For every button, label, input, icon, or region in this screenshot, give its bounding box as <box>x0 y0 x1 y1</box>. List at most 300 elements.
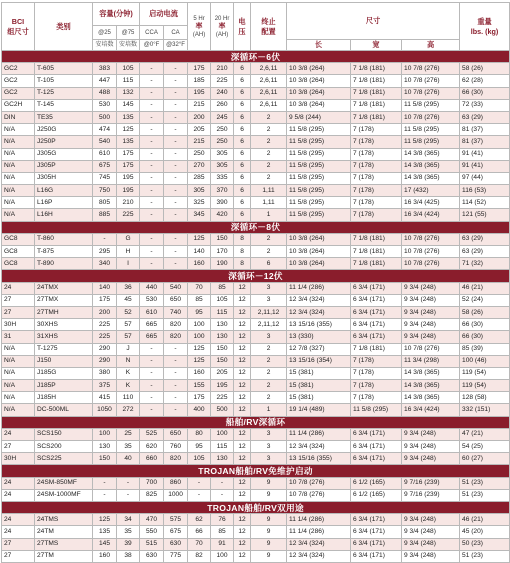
table-cell: 9 <box>251 526 287 538</box>
table-cell: G <box>117 233 140 245</box>
table-cell: 115 <box>211 441 234 453</box>
table-cell: 39 <box>117 538 140 550</box>
table-cell: 100 <box>188 319 211 331</box>
table-cell: - <box>140 392 164 404</box>
section-header <box>2 416 510 428</box>
table-cell: 52 (24) <box>460 294 510 306</box>
table-cell: 6 <box>234 148 251 160</box>
table-cell: 210 <box>117 197 140 209</box>
table-cell: 27 <box>2 538 35 550</box>
table-cell: 225 <box>93 319 117 331</box>
table-cell: 130 <box>211 319 234 331</box>
table-cell: 9 5/8 (244) <box>287 111 351 123</box>
table-cell: 12 3/4 (324) <box>287 306 351 318</box>
table-cell: 1 <box>251 404 287 416</box>
table-cell: 150 <box>211 233 234 245</box>
section-header <box>2 501 510 513</box>
table-cell: 700 <box>140 477 164 489</box>
table-cell: - <box>164 209 188 221</box>
table-cell: 97 (44) <box>460 172 510 184</box>
table-cell: 2 <box>251 136 287 148</box>
table-row <box>2 514 510 526</box>
table-cell: - <box>140 99 164 111</box>
table-cell: 110 <box>117 392 140 404</box>
table-cell: 540 <box>164 282 188 294</box>
table-cell: 525 <box>140 428 164 440</box>
table-cell: 82 <box>188 550 211 562</box>
table-cell: 14 3/8 (365) <box>402 392 460 404</box>
table-cell: - <box>140 63 164 75</box>
table-cell: 11 1/4 (286) <box>287 428 351 440</box>
table-cell: 160 <box>93 550 117 562</box>
table-cell: 10 3/8 (264) <box>287 99 351 111</box>
table-cell: T-125 <box>35 87 93 99</box>
table-cell: 10 7/8 (276) <box>402 343 460 355</box>
table-cell: 7 1/8 (181) <box>351 99 402 111</box>
table-cell: 14 3/8 (365) <box>402 160 460 172</box>
table-row <box>2 233 510 245</box>
table-cell: 7 (178) <box>351 197 402 209</box>
table-cell: 58 (26) <box>460 306 510 318</box>
table-cell: 1000 <box>164 489 188 501</box>
table-cell: 7 1/8 (181) <box>351 111 402 123</box>
table-cell: 7 (178) <box>351 124 402 136</box>
table-cell: 57 <box>117 331 140 343</box>
table-cell: - <box>140 172 164 184</box>
table-cell: 100 <box>93 428 117 440</box>
table-cell: 12 <box>234 477 251 489</box>
table-cell: 51 (23) <box>460 489 510 501</box>
table-cell: 100 <box>211 428 234 440</box>
header-weight-unit: lbs. (kg) <box>470 26 499 36</box>
table-cell: 400 <box>188 404 211 416</box>
table-cell: 16 3/4 (425) <box>402 197 460 209</box>
table-cell: 10 7/8 (276) <box>287 489 351 501</box>
table-cell: 12 <box>234 380 251 392</box>
table-cell: 24 <box>2 477 35 489</box>
table-cell: - <box>164 404 188 416</box>
table-cell: 447 <box>93 75 117 87</box>
table-cell: 630 <box>164 538 188 550</box>
table-cell: 205 <box>188 124 211 136</box>
table-cell: 6 <box>234 63 251 75</box>
header-bci-title: 组尺寸 <box>7 26 29 36</box>
header-weight <box>460 3 510 51</box>
section-header <box>2 51 510 63</box>
table-cell: T-1275 <box>35 343 93 355</box>
table-cell: 7 1/8 (181) <box>351 233 402 245</box>
table-cell: L16H <box>35 209 93 221</box>
header-width: 宽 <box>351 40 402 51</box>
table-cell: 70 <box>188 538 211 550</box>
table-cell: 6 3/4 (171) <box>351 428 402 440</box>
table-cell: 630 <box>140 550 164 562</box>
table-cell: 63 (29) <box>460 111 510 123</box>
table-cell: N <box>117 355 140 367</box>
table-row <box>2 99 510 111</box>
table-cell: 130 <box>211 453 234 465</box>
table-cell: 12 <box>234 404 251 416</box>
table-cell: T-145 <box>35 99 93 111</box>
table-cell: 6 <box>234 99 251 111</box>
section-header <box>2 465 510 477</box>
table-cell: 665 <box>140 331 164 343</box>
table-cell: 54 (25) <box>460 441 510 453</box>
table-cell: 610 <box>140 306 164 318</box>
table-cell: 13 15/16 (355) <box>287 453 351 465</box>
table-cell: 119 (54) <box>460 367 510 379</box>
table-cell: 540 <box>93 136 117 148</box>
table-cell: 9 3/4 (248) <box>402 550 460 562</box>
table-cell: 9 3/4 (248) <box>402 514 460 526</box>
table-row <box>2 319 510 331</box>
table-cell: 12 3/4 (324) <box>287 550 351 562</box>
table-cell: 63 (29) <box>460 233 510 245</box>
table-cell: 270 <box>188 160 211 172</box>
table-cell: 11 5/8 (295) <box>287 197 351 209</box>
table-cell: 2,6,11 <box>251 87 287 99</box>
table-cell: 1 <box>251 209 287 221</box>
table-cell: 190 <box>211 258 234 270</box>
table-cell: N/A <box>2 172 35 184</box>
table-cell: 62 <box>188 514 211 526</box>
table-cell: 332 (151) <box>460 404 510 416</box>
table-cell: 27 <box>2 294 35 306</box>
table-cell: 745 <box>93 172 117 184</box>
table-cell: 488 <box>93 87 117 99</box>
table-cell: 260 <box>211 99 234 111</box>
table-cell: 10 7/8 (276) <box>402 75 460 87</box>
table-cell: 250 <box>211 136 234 148</box>
table-cell: 11 5/8 (295) <box>402 136 460 148</box>
table-cell: - <box>164 246 188 258</box>
header-starting-current: 启动电流 <box>140 3 188 26</box>
section-title: 船舶/RV深循环 <box>2 416 510 428</box>
table-cell: K <box>117 380 140 392</box>
table-cell: 11 5/8 (295) <box>351 404 402 416</box>
table-cell: 3 <box>251 453 287 465</box>
table-cell: 11 5/8 (295) <box>287 136 351 148</box>
table-cell: 6 <box>251 258 287 270</box>
table-cell: N/A <box>2 343 35 355</box>
table-cell: 95 <box>188 441 211 453</box>
table-cell: 150 <box>211 355 234 367</box>
table-cell: J250P <box>35 136 93 148</box>
header-voltage <box>234 3 251 51</box>
table-cell: 14 3/8 (365) <box>402 172 460 184</box>
table-cell: 8 <box>234 258 251 270</box>
table-cell: 10 3/8 (264) <box>287 233 351 245</box>
table-cell: 610 <box>93 148 117 160</box>
table-cell: T-875 <box>35 246 93 258</box>
table-cell: 11 5/8 (295) <box>402 124 460 136</box>
table-cell: 160 <box>188 367 211 379</box>
table-cell: H <box>117 246 140 258</box>
table-cell: 9 3/4 (248) <box>402 306 460 318</box>
table-cell: 775 <box>164 550 188 562</box>
table-cell: 66 (30) <box>460 319 510 331</box>
table-cell: N/A <box>2 209 35 221</box>
header-terminal-line1: 终止 <box>261 16 276 26</box>
table-cell: - <box>140 404 164 416</box>
table-cell: 100 (46) <box>460 355 510 367</box>
table-cell: 2 <box>251 148 287 160</box>
header-ca-unit: @32°F <box>164 40 188 51</box>
table-cell: 100 <box>188 331 211 343</box>
table-cell: 24 <box>2 526 35 538</box>
header-rate20-line1: 20 Hr <box>214 15 230 22</box>
table-cell: 85 <box>211 526 234 538</box>
table-row <box>2 306 510 318</box>
table-cell: - <box>140 209 164 221</box>
header-rate5-line3: (AH) <box>192 31 206 38</box>
table-cell: 7 1/8 (181) <box>351 343 402 355</box>
table-row <box>2 185 510 197</box>
table-cell: 12 7/8 (327) <box>287 343 351 355</box>
table-cell: 6 3/4 (171) <box>351 550 402 562</box>
table-cell: 2 <box>251 367 287 379</box>
table-cell: 10 7/8 (276) <box>402 63 460 75</box>
table-cell: - <box>164 355 188 367</box>
table-cell: 175 <box>117 148 140 160</box>
table-cell: 650 <box>164 428 188 440</box>
table-cell: 9 3/4 (248) <box>402 319 460 331</box>
table-cell: 760 <box>164 441 188 453</box>
table-cell: - <box>140 367 164 379</box>
table-cell: 225 <box>211 75 234 87</box>
table-cell: 7 (178) <box>351 380 402 392</box>
table-cell: 6 3/4 (171) <box>351 514 402 526</box>
table-cell: 205 <box>211 367 234 379</box>
table-row <box>2 294 510 306</box>
table-cell: 12 3/4 (324) <box>287 441 351 453</box>
table-cell: 12 <box>234 319 251 331</box>
table-cell: 500 <box>93 111 117 123</box>
table-cell: 38 <box>117 550 140 562</box>
table-cell: 11 1/4 (286) <box>287 514 351 526</box>
table-cell: 27TMX <box>35 294 93 306</box>
header-terminal <box>251 3 287 51</box>
table-cell: - <box>140 75 164 87</box>
table-cell: 60 (27) <box>460 453 510 465</box>
table-cell: 66 (30) <box>460 331 510 343</box>
table-cell: 10 3/8 (264) <box>287 63 351 75</box>
table-cell: - <box>164 258 188 270</box>
table-row <box>2 331 510 343</box>
table-cell: 51 (23) <box>460 477 510 489</box>
table-cell: 740 <box>164 306 188 318</box>
table-row <box>2 453 510 465</box>
table-cell: - <box>140 124 164 136</box>
table-cell: 420 <box>211 209 234 221</box>
table-cell: 225 <box>117 209 140 221</box>
table-row <box>2 246 510 258</box>
table-row <box>2 111 510 123</box>
table-cell: - <box>164 87 188 99</box>
table-cell: T-105 <box>35 75 93 87</box>
table-cell: 175 <box>188 392 211 404</box>
table-cell: 46 (21) <box>460 282 510 294</box>
table-cell: 6 3/4 (171) <box>351 441 402 453</box>
table-cell: 7 (178) <box>351 355 402 367</box>
table-cell: 12 3/4 (324) <box>287 294 351 306</box>
table-cell: 12 <box>234 282 251 294</box>
table-cell: 6 <box>234 136 251 148</box>
table-cell: J185P <box>35 380 93 392</box>
table-cell: - <box>93 233 117 245</box>
table-cell: - <box>140 258 164 270</box>
section-header <box>2 270 510 282</box>
table-row <box>2 258 510 270</box>
header-height: 高 <box>402 40 460 51</box>
table-row <box>2 526 510 538</box>
table-cell: 195 <box>188 87 211 99</box>
header-length: 长 <box>287 40 351 51</box>
table-cell: 14 3/8 (365) <box>402 367 460 379</box>
table-cell: 140 <box>93 282 117 294</box>
table-cell: SCS150 <box>35 428 93 440</box>
table-cell: 6 <box>234 185 251 197</box>
table-cell: 2,11,12 <box>251 306 287 318</box>
table-header <box>2 3 510 51</box>
table-cell: 35 <box>117 441 140 453</box>
table-cell: 85 <box>211 282 234 294</box>
table-cell: 9 3/4 (248) <box>402 441 460 453</box>
table-cell: 140 <box>188 246 211 258</box>
table-cell: 12 <box>234 355 251 367</box>
table-cell: 10 3/8 (264) <box>287 75 351 87</box>
table-cell: 9 3/4 (248) <box>402 538 460 550</box>
table-cell: 135 <box>93 526 117 538</box>
table-cell: 7 (178) <box>351 185 402 197</box>
table-cell: 6 3/4 (171) <box>351 319 402 331</box>
header-cca: CCA <box>140 26 164 40</box>
table-cell: 7 1/8 (181) <box>351 63 402 75</box>
table-cell: 11 5/8 (295) <box>287 209 351 221</box>
table-cell: 9 3/4 (248) <box>402 453 460 465</box>
table-cell: - <box>164 63 188 75</box>
table-cell: 6 3/4 (171) <box>351 331 402 343</box>
table-cell: 7 1/8 (181) <box>351 75 402 87</box>
table-cell: 305 <box>188 185 211 197</box>
table-cell: L16P <box>35 197 93 209</box>
table-cell: 175 <box>93 294 117 306</box>
table-cell: 6 <box>234 197 251 209</box>
table-cell: - <box>140 233 164 245</box>
table-cell: 81 (37) <box>460 124 510 136</box>
table-cell: 24SM-1000MF <box>35 489 93 501</box>
table-cell: 750 <box>93 185 117 197</box>
table-row <box>2 428 510 440</box>
table-cell: 2 <box>251 246 287 258</box>
table-cell: 210 <box>211 63 234 75</box>
table-cell: N/A <box>2 160 35 172</box>
table-cell: 2 <box>251 392 287 404</box>
table-cell: 11 1/4 (286) <box>287 282 351 294</box>
table-cell: 885 <box>93 209 117 221</box>
table-cell: - <box>164 343 188 355</box>
table-cell: - <box>140 246 164 258</box>
table-cell: 7 (178) <box>351 148 402 160</box>
table-row <box>2 148 510 160</box>
table-cell: 860 <box>164 477 188 489</box>
table-cell: 6 <box>234 75 251 87</box>
header-voltage-line1: 电 <box>238 16 246 26</box>
table-cell: 14 3/8 (365) <box>402 380 460 392</box>
table-cell: L16G <box>35 185 93 197</box>
table-row <box>2 63 510 75</box>
table-cell: N/A <box>2 392 35 404</box>
table-body <box>2 51 510 563</box>
table-cell: SCS225 <box>35 453 93 465</box>
header-dimensions: 尺寸 <box>287 3 460 40</box>
table-row <box>2 477 510 489</box>
table-cell: 12 <box>234 367 251 379</box>
table-cell: 125 <box>188 343 211 355</box>
table-cell: 91 (41) <box>460 148 510 160</box>
table-cell: 7 (178) <box>351 392 402 404</box>
table-cell: 530 <box>140 294 164 306</box>
table-cell: 6 <box>234 111 251 123</box>
table-cell: 36 <box>117 282 140 294</box>
table-cell: J250G <box>35 124 93 136</box>
table-cell: 3 <box>251 294 287 306</box>
table-cell: 215 <box>188 99 211 111</box>
table-cell: 530 <box>93 99 117 111</box>
table-cell: 6 3/4 (171) <box>351 453 402 465</box>
table-cell: 66 (30) <box>460 87 510 99</box>
table-cell: 150 <box>211 343 234 355</box>
table-cell: GC2 <box>2 63 35 75</box>
table-cell: 2 <box>251 124 287 136</box>
table-cell: 470 <box>140 514 164 526</box>
table-cell: 51 (23) <box>460 550 510 562</box>
table-cell: 30H <box>2 319 35 331</box>
table-cell: J305H <box>35 172 93 184</box>
table-cell: 805 <box>93 197 117 209</box>
table-cell: 10 3/8 (264) <box>287 87 351 99</box>
table-cell: 7 (178) <box>351 172 402 184</box>
table-cell: 24TM <box>35 526 93 538</box>
table-cell: 415 <box>93 392 117 404</box>
table-cell: 85 <box>188 294 211 306</box>
table-cell: J185H <box>35 392 93 404</box>
table-cell: 71 (32) <box>460 258 510 270</box>
table-cell: 175 <box>188 63 211 75</box>
table-cell: 80 <box>188 428 211 440</box>
table-cell: 6 3/4 (171) <box>351 526 402 538</box>
table-cell: 10 7/8 (276) <box>402 233 460 245</box>
table-cell: 27TMS <box>35 538 93 550</box>
table-cell: - <box>164 99 188 111</box>
table-cell: N/A <box>2 124 35 136</box>
table-cell: - <box>164 233 188 245</box>
table-cell: 7 1/8 (181) <box>351 87 402 99</box>
table-cell: GC8 <box>2 233 35 245</box>
table-cell: 155 <box>188 380 211 392</box>
table-cell: - <box>164 197 188 209</box>
table-cell: - <box>164 380 188 392</box>
table-cell: 9 <box>251 489 287 501</box>
table-cell: 27 <box>2 441 35 453</box>
table-cell: T-890 <box>35 258 93 270</box>
table-cell: GC8 <box>2 246 35 258</box>
table-cell: - <box>211 477 234 489</box>
table-cell: 340 <box>93 258 117 270</box>
table-cell: 7 (178) <box>351 367 402 379</box>
table-row <box>2 87 510 99</box>
table-cell: 45 (20) <box>460 526 510 538</box>
